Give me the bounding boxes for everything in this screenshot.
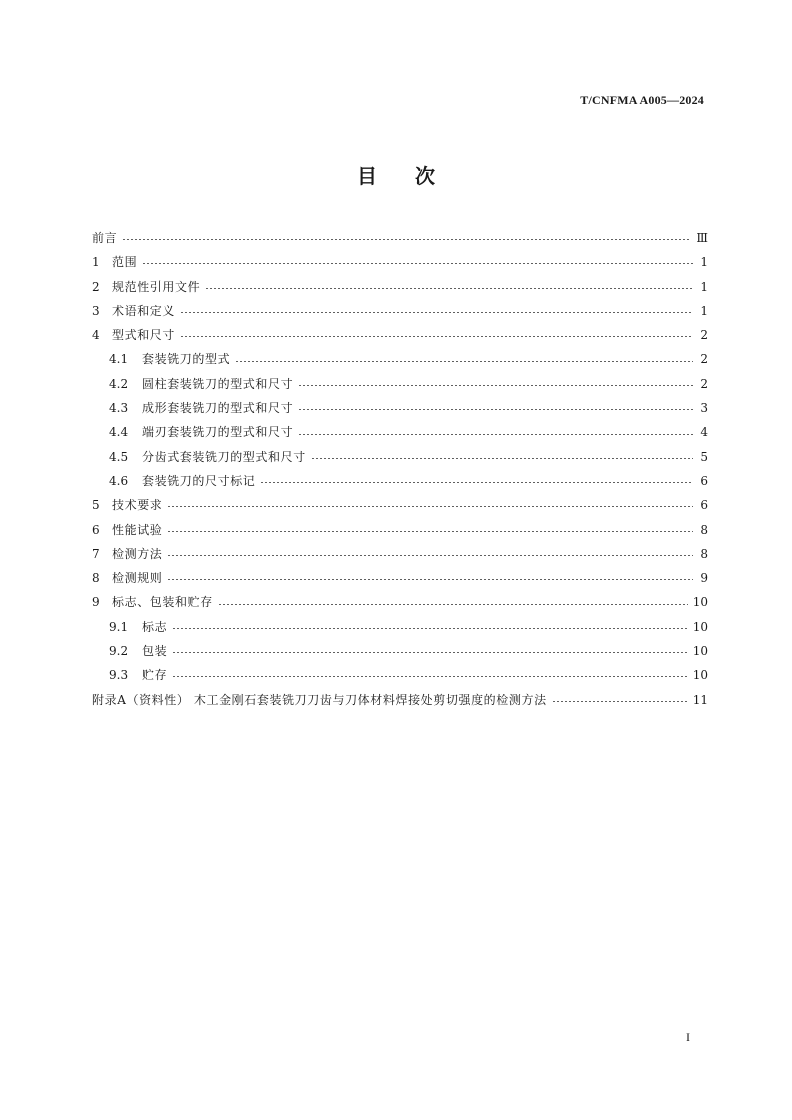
toc-entry-title: 分齿式套装铣刀的型式和尺寸 — [142, 449, 306, 464]
toc-dot-leader — [298, 434, 693, 435]
toc-entry-page: 10 — [692, 595, 708, 610]
toc-dot-leader — [298, 385, 693, 386]
toc-dot-leader — [180, 336, 693, 337]
toc-entry-title: 端刃套装铣刀的型式和尺寸 — [142, 425, 294, 440]
toc-entry[interactable] — [92, 542, 708, 566]
toc-entry[interactable] — [92, 639, 708, 663]
toc-entry[interactable] — [92, 615, 708, 639]
toc-entry-number: 4.5 — [109, 449, 129, 464]
toc-dot-leader — [172, 676, 688, 677]
toc-entry-page: 9 — [700, 571, 708, 586]
toc-entry-title: 范围 — [112, 255, 138, 270]
toc-entry-page: 11 — [692, 692, 708, 707]
toc-entry[interactable] — [92, 275, 708, 299]
toc-entry-number: 4.6 — [109, 473, 129, 488]
toc-entry-number: 8 — [92, 571, 100, 586]
toc-entry-title: 前言 — [92, 231, 118, 245]
footer-page-number: I — [686, 1030, 690, 1044]
toc-entry-page: 10 — [692, 644, 708, 659]
toc-entry-number: 9 — [92, 595, 100, 610]
toc-entry-title: 技术要求 — [112, 498, 163, 513]
toc-entry-title: 标志、包装和贮存 — [112, 595, 213, 610]
toc-entry-title: 标志 — [142, 619, 168, 634]
toc-dot-leader — [235, 361, 693, 362]
toc-entry-title: 附录A（资料性） 木工金刚石套装铣刀刀齿与刀体材料焊接处剪切强度的检测方法 — [92, 692, 547, 707]
page-title: 目次 — [357, 164, 473, 188]
standard-code: T/CNFMA A005—2024 — [580, 93, 704, 107]
toc-entry-number: 3 — [92, 303, 100, 318]
toc-entry-number: 4.4 — [109, 425, 129, 440]
toc-entry-page: 8 — [700, 522, 708, 537]
toc-entry[interactable] — [92, 323, 708, 347]
toc-entry-title: 贮存 — [142, 668, 168, 683]
toc-entry[interactable] — [92, 518, 708, 542]
toc-entry[interactable] — [92, 445, 708, 469]
toc-entry[interactable] — [92, 299, 708, 323]
toc-dot-leader — [122, 239, 691, 240]
toc-dot-leader — [298, 409, 693, 410]
toc-entry[interactable] — [92, 396, 708, 420]
toc-entry-page: 1 — [700, 279, 708, 294]
toc-entry[interactable] — [92, 493, 708, 517]
toc-entry-number: 4.2 — [109, 376, 129, 391]
toc-dot-leader — [167, 579, 693, 580]
toc-entry-page: 6 — [700, 498, 708, 513]
toc-dot-leader — [311, 458, 693, 459]
toc-entry-title: 规范性引用文件 — [112, 279, 201, 294]
toc-entry[interactable] — [92, 250, 708, 274]
toc-entry-number: 5 — [92, 498, 100, 513]
toc-entry-title: 术语和定义 — [112, 303, 176, 318]
toc-dot-leader — [180, 312, 693, 313]
toc-entry-page: 1 — [700, 303, 708, 318]
toc-dot-leader — [167, 506, 693, 507]
toc-entry-title: 套装铣刀的尺寸标记 — [142, 473, 256, 488]
toc-entry-page: 6 — [700, 473, 708, 488]
toc-entry-number: 4 — [92, 328, 100, 343]
toc-entry[interactable] — [92, 566, 708, 590]
toc-entry-number: 7 — [92, 546, 100, 561]
toc-entry-page: 2 — [700, 328, 708, 343]
toc-entry-title: 套装铣刀的型式 — [142, 352, 231, 367]
toc-entry-number: 2 — [92, 279, 100, 294]
toc-entry-title: 性能试验 — [112, 522, 163, 537]
toc-entry-number: 9.2 — [109, 644, 129, 659]
toc-entry-title: 型式和尺寸 — [112, 328, 176, 343]
toc-entry-page: 10 — [692, 619, 708, 634]
toc-entry-page: 5 — [700, 449, 708, 464]
toc-entry[interactable] — [92, 420, 708, 444]
toc-dot-leader — [205, 288, 693, 289]
toc-dot-leader — [218, 604, 688, 605]
toc-entry-number: 6 — [92, 522, 100, 537]
toc-entry-page: 10 — [692, 668, 708, 683]
toc-entry-title: 检测方法 — [112, 546, 163, 561]
toc-entry-page: 8 — [700, 546, 708, 561]
toc-dot-leader — [167, 531, 693, 532]
toc-entry-number: 4.3 — [109, 401, 129, 416]
toc-dot-leader — [552, 701, 688, 702]
toc-entry-page: Ⅲ — [696, 231, 708, 245]
toc-entry-title: 圆柱套装铣刀的型式和尺寸 — [142, 376, 294, 391]
toc-entry-number: 4.1 — [109, 352, 129, 367]
toc-entry-title: 成形套装铣刀的型式和尺寸 — [142, 401, 294, 416]
toc-entry[interactable] — [92, 663, 708, 687]
toc-entry-title: 包装 — [142, 644, 168, 659]
toc-dot-leader — [260, 482, 693, 483]
toc-entry-title: 检测规则 — [112, 571, 163, 586]
toc-entry[interactable] — [92, 347, 708, 371]
toc-dot-leader — [172, 628, 688, 629]
toc-entry-number: 9.1 — [109, 619, 129, 634]
toc-entry-page: 3 — [700, 401, 708, 416]
toc-entry-page: 2 — [700, 352, 708, 367]
toc-entry-page: 1 — [700, 255, 708, 270]
toc-entry[interactable] — [92, 469, 708, 493]
toc-dot-leader — [172, 652, 688, 653]
toc-entry[interactable] — [92, 226, 708, 250]
toc-entry-number: 9.3 — [109, 668, 129, 683]
table-of-contents — [92, 226, 708, 712]
toc-entry-page: 2 — [700, 376, 708, 391]
toc-dot-leader — [142, 263, 693, 264]
toc-dot-leader — [167, 555, 693, 556]
toc-entry[interactable] — [92, 688, 708, 712]
toc-entry[interactable] — [92, 590, 708, 614]
toc-entry[interactable] — [92, 372, 708, 396]
toc-entry-number: 1 — [92, 255, 100, 270]
toc-entry-page: 4 — [700, 425, 708, 440]
